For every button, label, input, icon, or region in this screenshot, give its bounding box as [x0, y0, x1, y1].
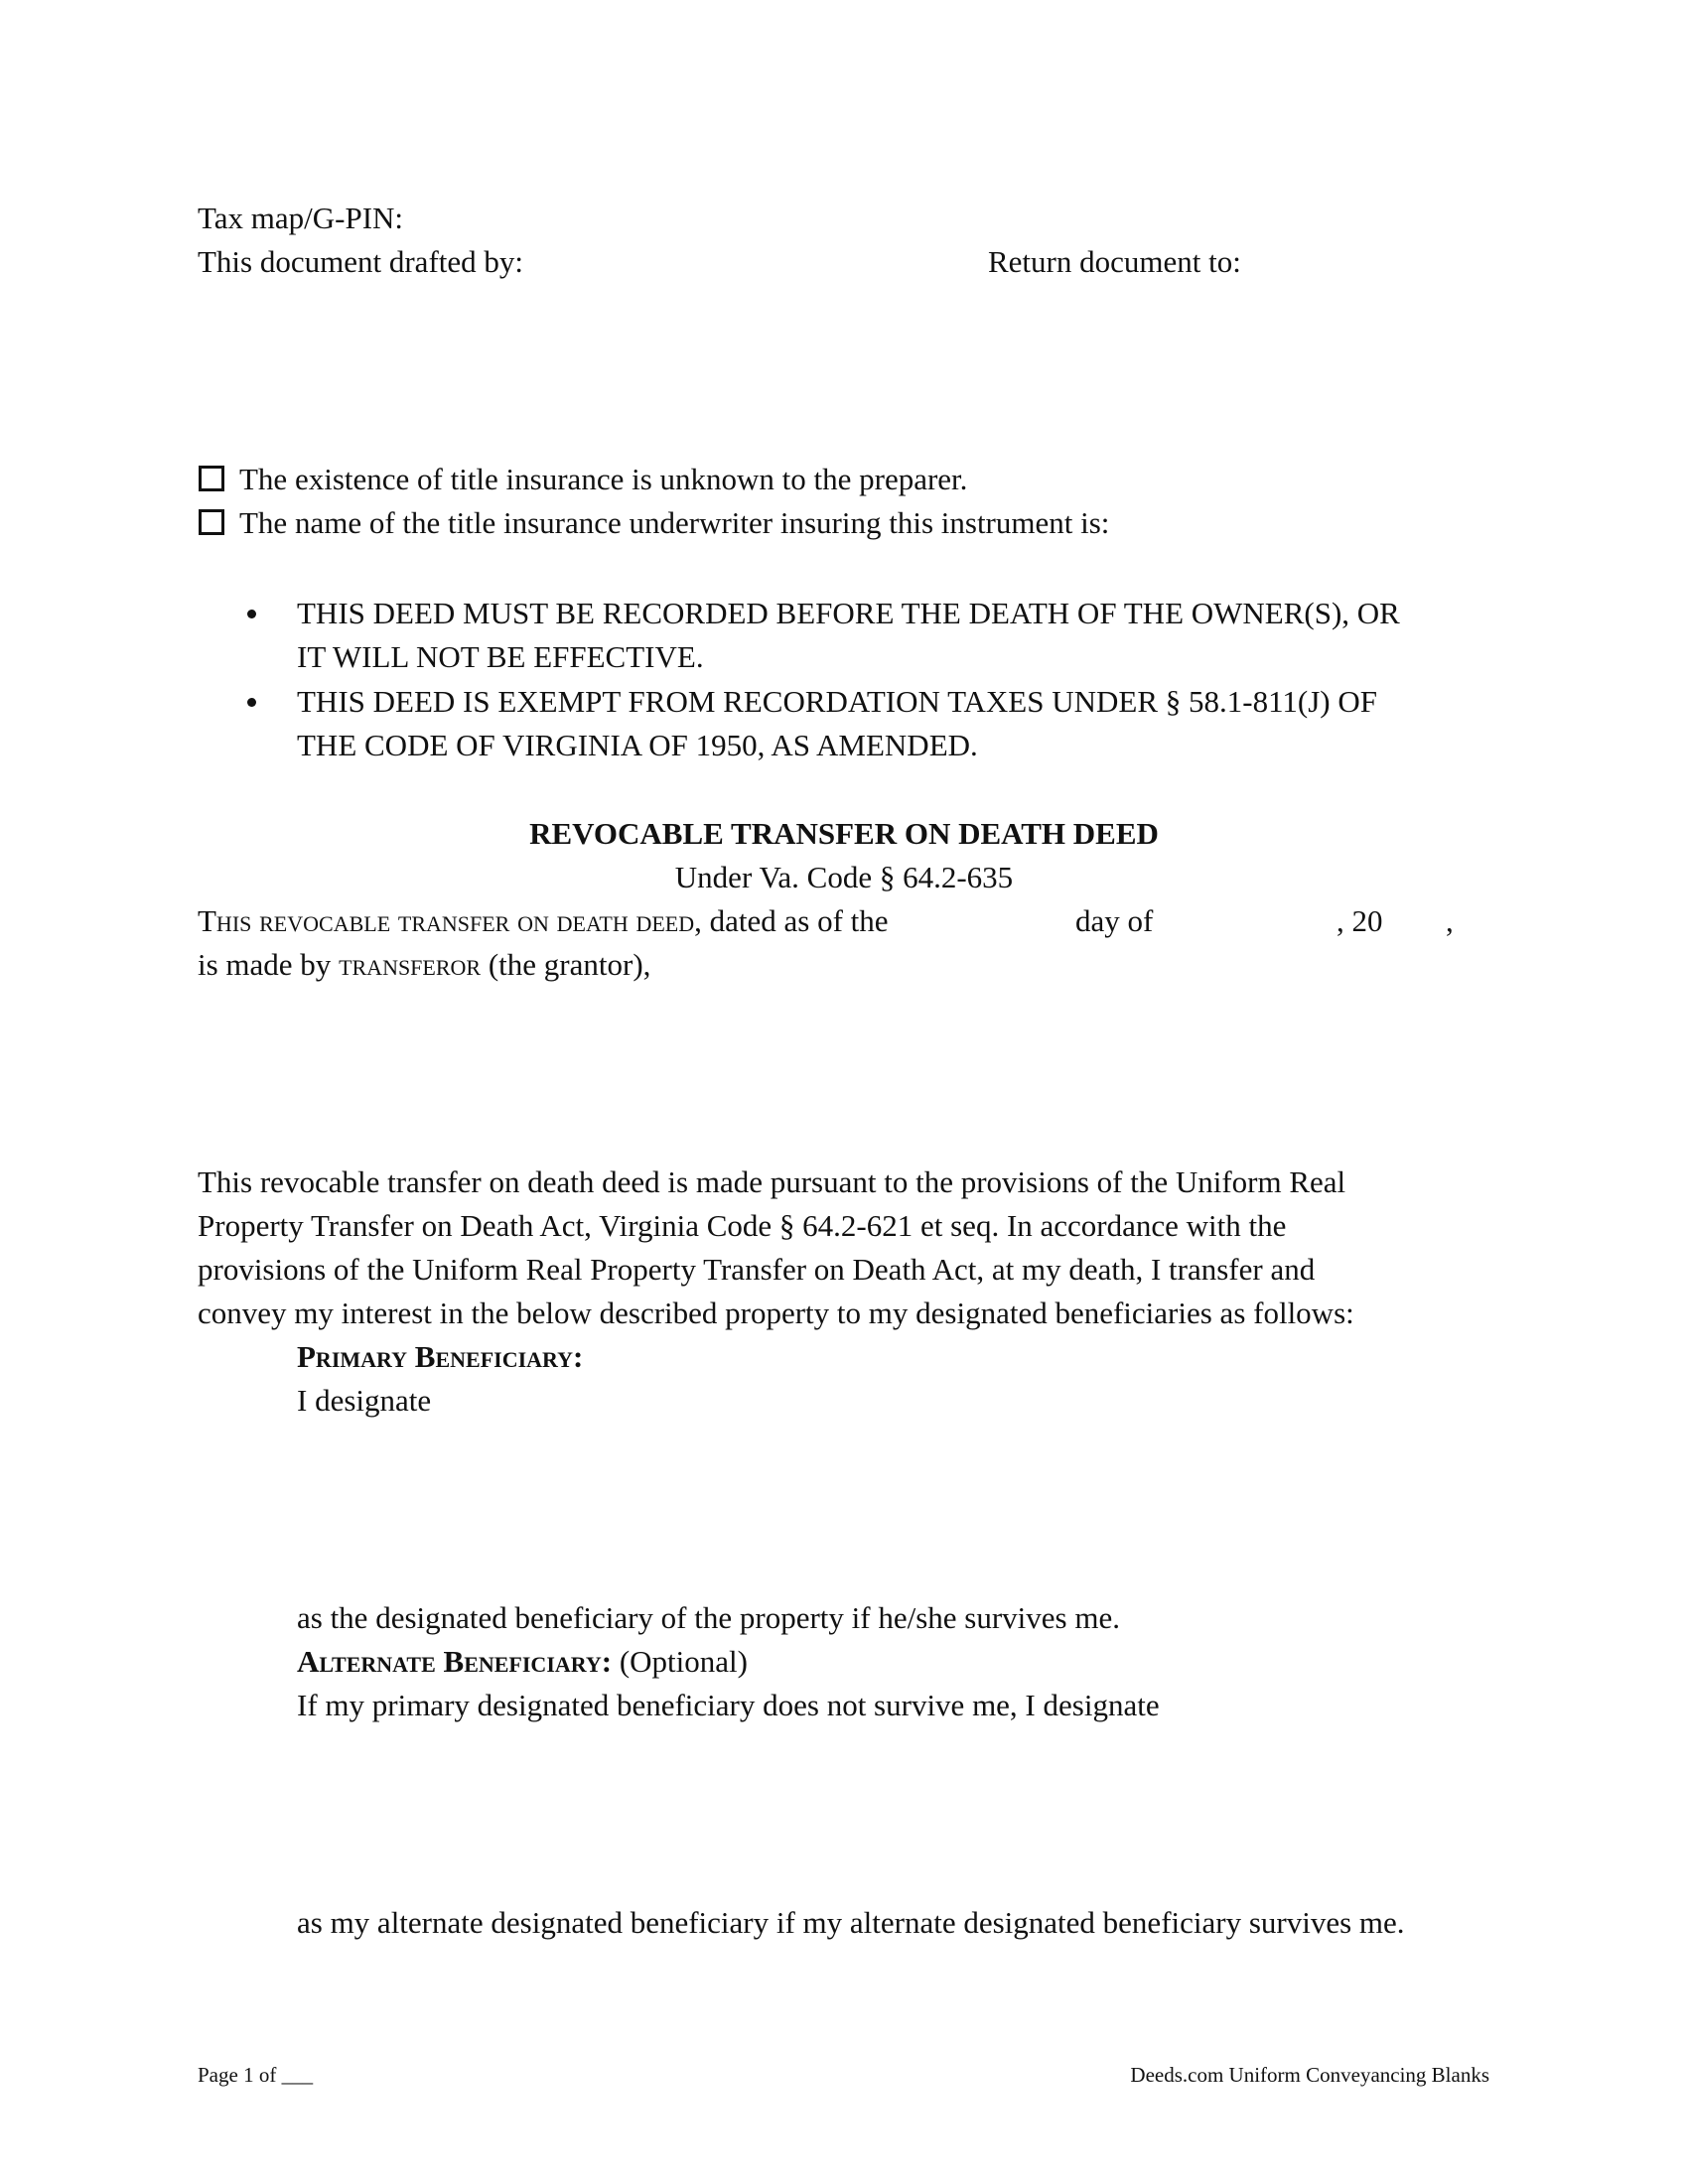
- pursuant-paragraph-line-1: This revocable transfer on death deed is made pursuant to the provisions of the Uniform Real: [198, 1164, 1346, 1199]
- title-insurance-underwriter-checkbox[interactable]: [199, 509, 224, 535]
- title-insurance-underwriter-label: The name of the title insurance underwriter insuring this instrument is:: [239, 505, 1110, 540]
- alternate-condition-label: If my primary designated beneficiary does not survive me, I designate: [297, 1688, 1160, 1722]
- notice-item-2-line-1: THIS DEED IS EXEMPT FROM RECORDATION TAXES UNDER § 58.1-811(J) OF: [297, 684, 1378, 719]
- bullet-icon: [247, 610, 256, 618]
- bullet-icon: [247, 698, 256, 707]
- notice-item-1-line-1: THIS DEED MUST BE RECORDED BEFORE THE DEATH OF THE OWNER(S), OR: [297, 596, 1400, 630]
- title-insurance-unknown-checkbox[interactable]: [199, 466, 224, 491]
- deed-subtitle: Under Va. Code § 64.2-635: [674, 860, 1014, 894]
- title-insurance-unknown-label: The existence of title insurance is unknown to the preparer.: [239, 462, 968, 496]
- pursuant-paragraph-line-3: provisions of the Uniform Real Property Transfer on Death Act, at my death, I transfer and: [198, 1252, 1316, 1287]
- made-by-prefix: is made by: [198, 947, 332, 982]
- alternate-survives-label: as my alternate designated beneficiary if my alternate designated beneficiary survives me.: [297, 1905, 1405, 1940]
- primary-designate-label: I designate: [297, 1383, 432, 1418]
- deed-intro-dated: , dated as of the: [694, 903, 889, 938]
- footer-brand: Deeds.com Uniform Conveyancing Blanks: [1130, 2063, 1489, 2087]
- pursuant-paragraph-line-2: Property Transfer on Death Act, Virginia Code § 64.2-621 et seq. In accordance with the: [198, 1208, 1287, 1243]
- alternate-beneficiary-line: [297, 1640, 748, 1684]
- transferor-label: transferor: [339, 947, 482, 982]
- tax-map-label: Tax map/G-PIN:: [198, 201, 404, 235]
- notice-item-2-line-2: THE CODE OF VIRGINIA OF 1950, AS AMENDED.: [297, 728, 978, 762]
- primary-beneficiary-heading: Primary Beneficiary:: [297, 1339, 584, 1374]
- made-by-line: [198, 943, 650, 987]
- return-to-label: Return document to:: [988, 244, 1241, 279]
- page-number: Page 1 of ___: [198, 2063, 314, 2087]
- notice-item-1-line-2: IT WILL NOT BE EFFECTIVE.: [297, 639, 704, 674]
- year-prefix-label: , 20: [1336, 903, 1383, 938]
- alternate-optional-label: (Optional): [619, 1644, 748, 1679]
- deed-intro-line: [198, 899, 889, 943]
- alternate-beneficiary-heading: Alternate Beneficiary:: [297, 1644, 613, 1679]
- primary-survives-label: as the designated beneficiary of the property if he/she survives me.: [297, 1600, 1120, 1635]
- deed-intro-caps: This revocable transfer on death deed: [198, 903, 695, 938]
- drafted-by-label: This document drafted by:: [198, 244, 523, 279]
- day-of-label: day of: [1075, 903, 1154, 938]
- pursuant-paragraph-line-4: convey my interest in the below described property to my designated beneficiaries as follows:: [198, 1296, 1354, 1330]
- grantor-suffix: (the grantor),: [488, 947, 651, 982]
- deed-title: REVOCABLE TRANSFER ON DEATH DEED: [529, 816, 1159, 851]
- date-trailing-comma: ,: [1446, 903, 1454, 938]
